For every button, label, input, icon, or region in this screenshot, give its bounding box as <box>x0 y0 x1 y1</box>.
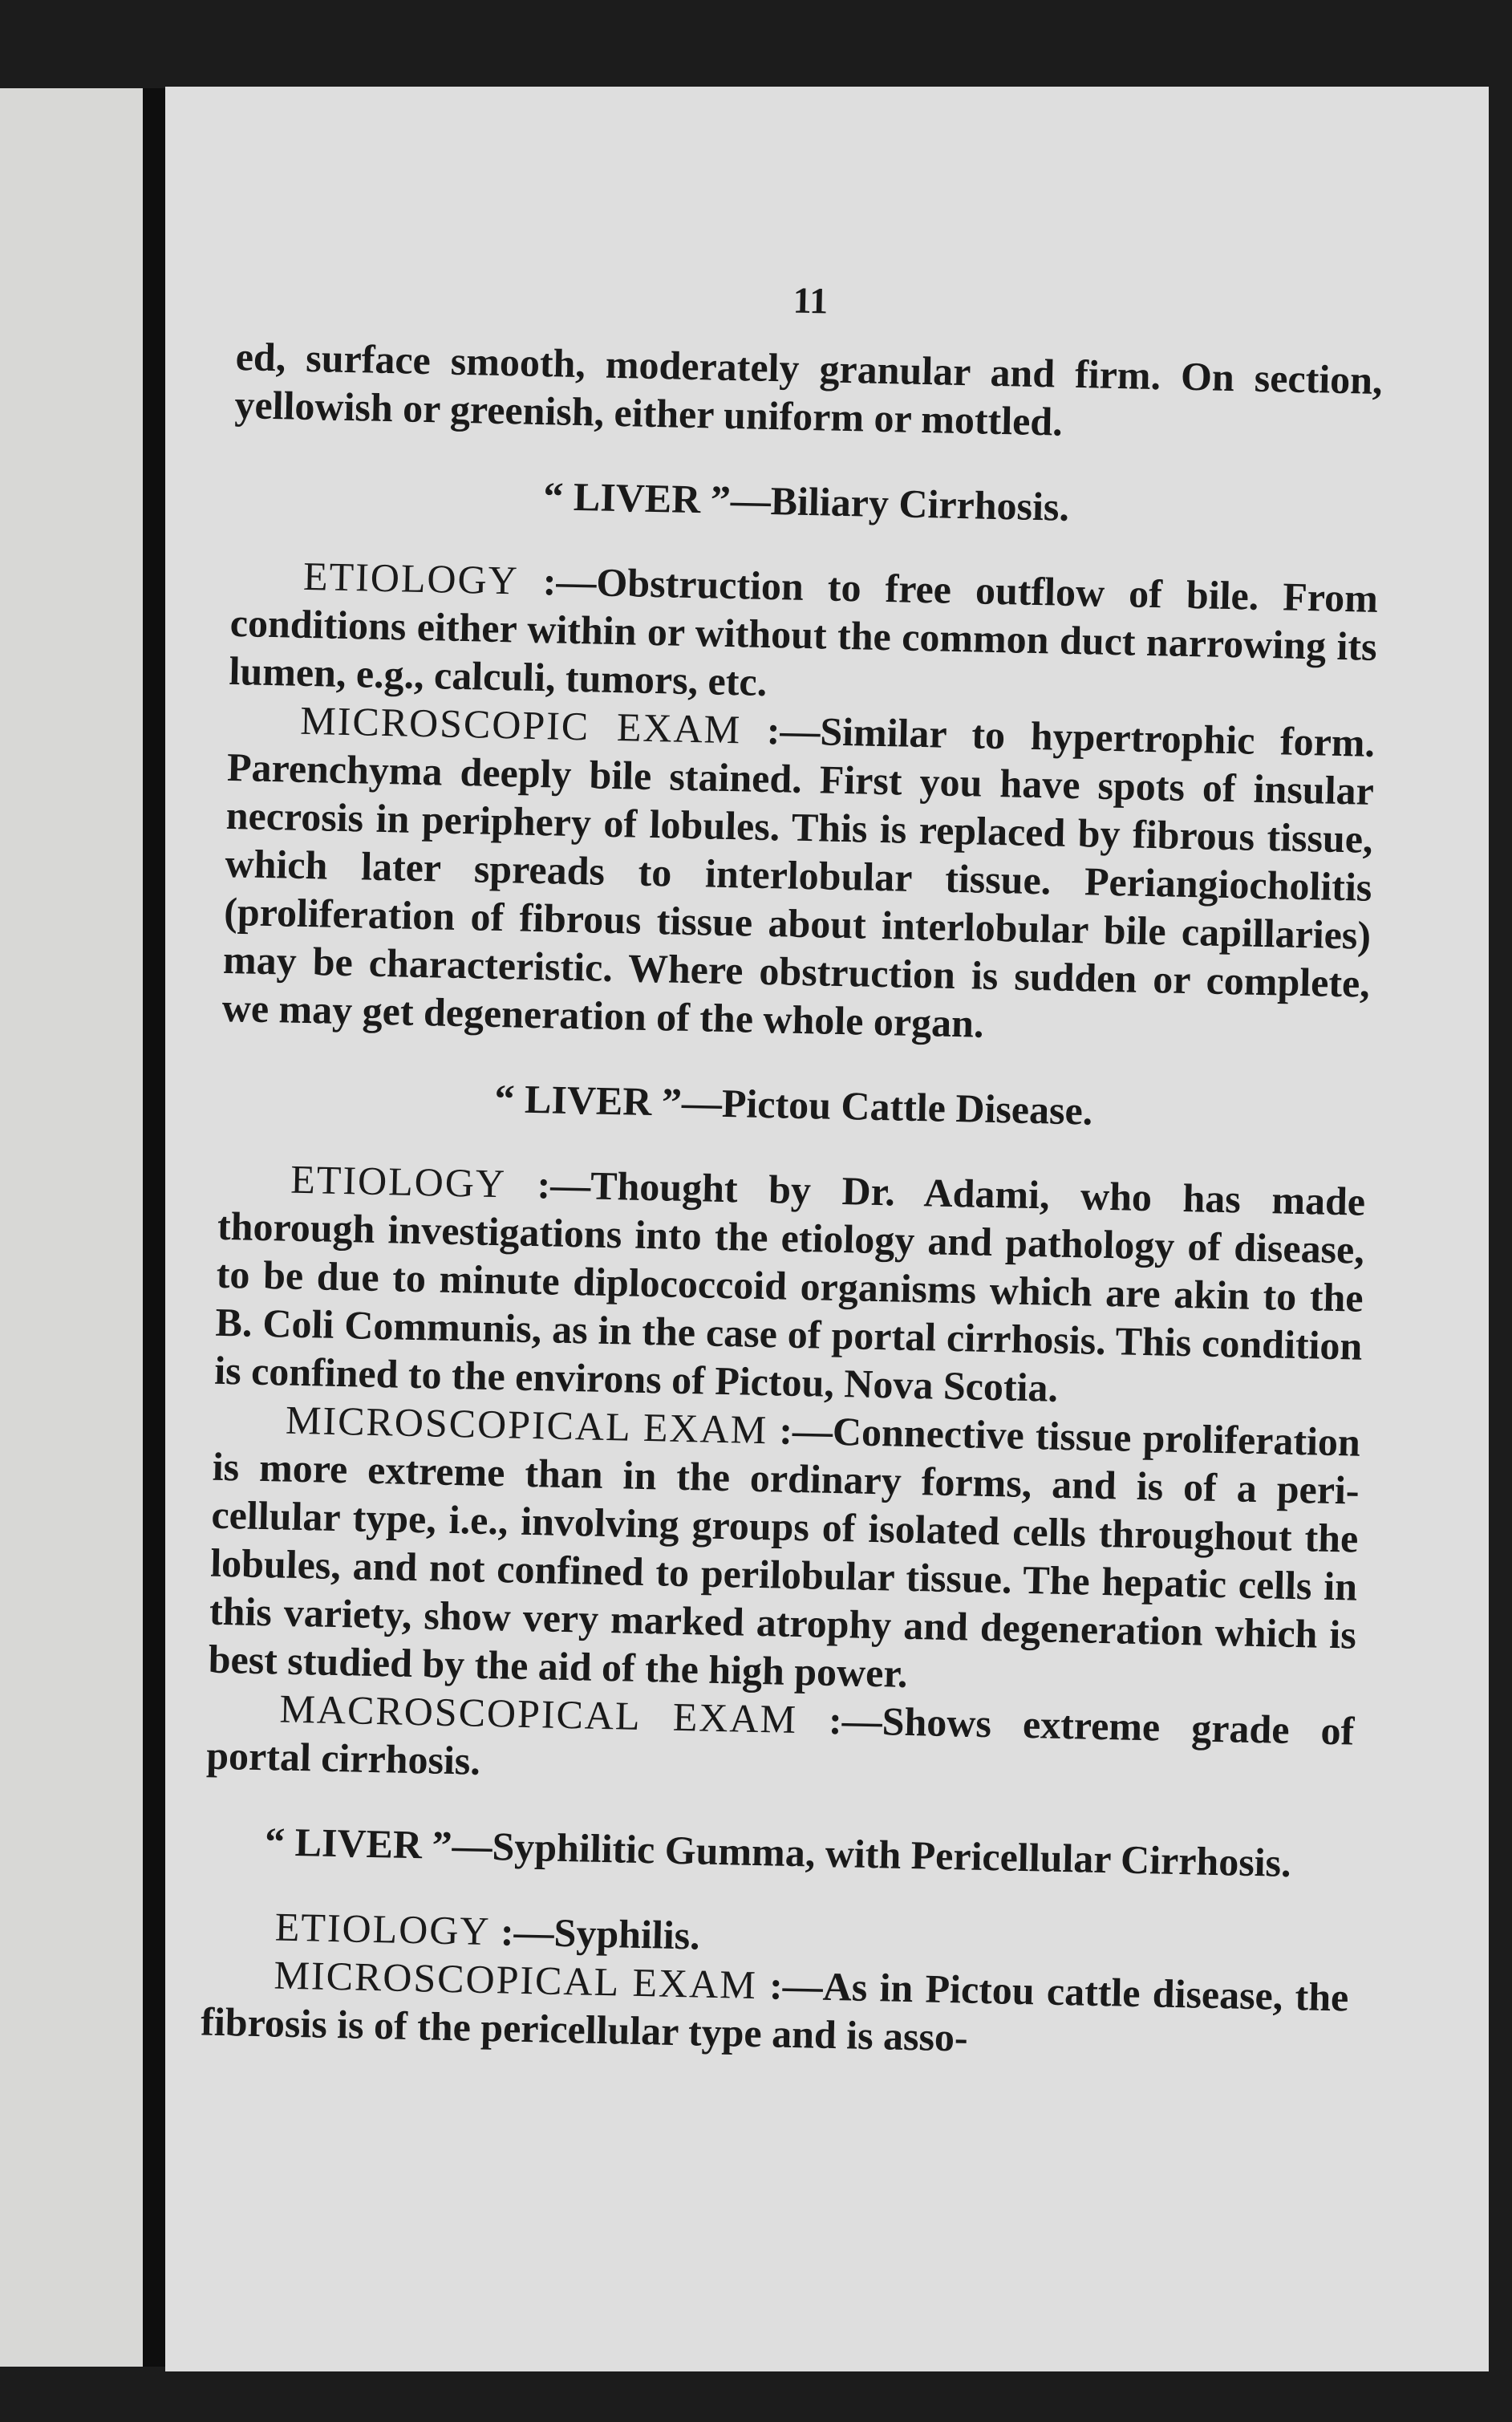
section-heading-pictou-cattle-disease: “ LIVER ”—Pictou Cattle Disease. <box>494 1075 1093 1134</box>
paragraph-text: :—Similar to hypertrophic form. Parenchyma deeply bile stained. First you have spots of insular necrosis in periphery of lobules. This is replaced by fibrous tissue, which later spreads to interlobular tissue. Periangiocholitis (proliferation of fibrous tissue about interlobular bile capillaries) may be characteristic. Where obstruction is sudden or complete, we may get degeneration of the whole organ. <box>221 707 1376 1046</box>
paragraph-text: :—Obstruction to free outflow of bile. From conditions either within or without the common duct narrowing its lumen, e.g., calculi, tumors, etc. <box>229 558 1379 704</box>
paragraph-label: MACROSCOPICAL EXAM <box>278 1686 798 1742</box>
section-heading-biliary-cirrhosis: “ LIVER ”—Biliary Cirrhosis. <box>542 473 1070 529</box>
paragraph-etiology <box>214 1154 1366 1418</box>
facing-page-edge <box>0 88 143 2367</box>
paragraph-text: :—Connective tissue proliferation is more extreme than in the ordinary forms, and is of a peri-cellular type, i.e., involving groups of isolated cells throughout the lobules, and not confined to perilobular tissue. The hepatic cells in this variety, show very marked atrophy and degeneration which is best studied by the aid of the high power. <box>208 1407 1361 1696</box>
book-gutter <box>143 88 165 2367</box>
paragraph-label: ETIOLOGY <box>302 553 520 603</box>
paragraph-microscopical-exam <box>208 1394 1360 1707</box>
paragraph-text: :—As in Pictou cattle disease, the fibrosis is of the pericellular type and is asso- <box>200 1962 1349 2060</box>
paragraph-text: :—Shows extreme grade of portal cirrhosis. <box>205 1697 1355 1783</box>
paragraph-label: ETIOLOGY <box>290 1156 507 1207</box>
page-number: 11 <box>792 279 829 322</box>
paragraph-label: ETIOLOGY <box>274 1904 492 1954</box>
paragraph-text: :—Syphilis. <box>489 1909 701 1958</box>
section-heading-syphilitic-gumma: “ LIVER ”—Syphilitic Gumma, with Pericellular Cirrhosis. <box>264 1819 1292 1885</box>
paragraph-etiology <box>229 550 1378 719</box>
paragraph-text: :—Thought by Dr. Adami, who has made thorough investigations into the etiology and pathology of disease, to be due to minute diplococcoid organisms which are akin to the B. Coli Communis, as in the case of portal cirrhosis. This condition is confined to the environs of Pictou, Nova Scotia. <box>213 1161 1366 1410</box>
paragraph-label: MICROSCOPICAL EXAM <box>285 1397 768 1453</box>
paragraph-microscopic-exam <box>221 695 1375 1056</box>
book-page <box>165 87 1489 2371</box>
paragraph-label: MICROSCOPICAL EXAM <box>274 1952 758 2008</box>
intro-paragraph: ed, surface smooth, moderately granular and firm. On section, yellowish or greenish, either uniform or mottled. <box>233 334 1384 444</box>
paragraph-label: MICROSCOPIC EXAM <box>299 697 742 753</box>
page-text <box>201 267 1384 2069</box>
